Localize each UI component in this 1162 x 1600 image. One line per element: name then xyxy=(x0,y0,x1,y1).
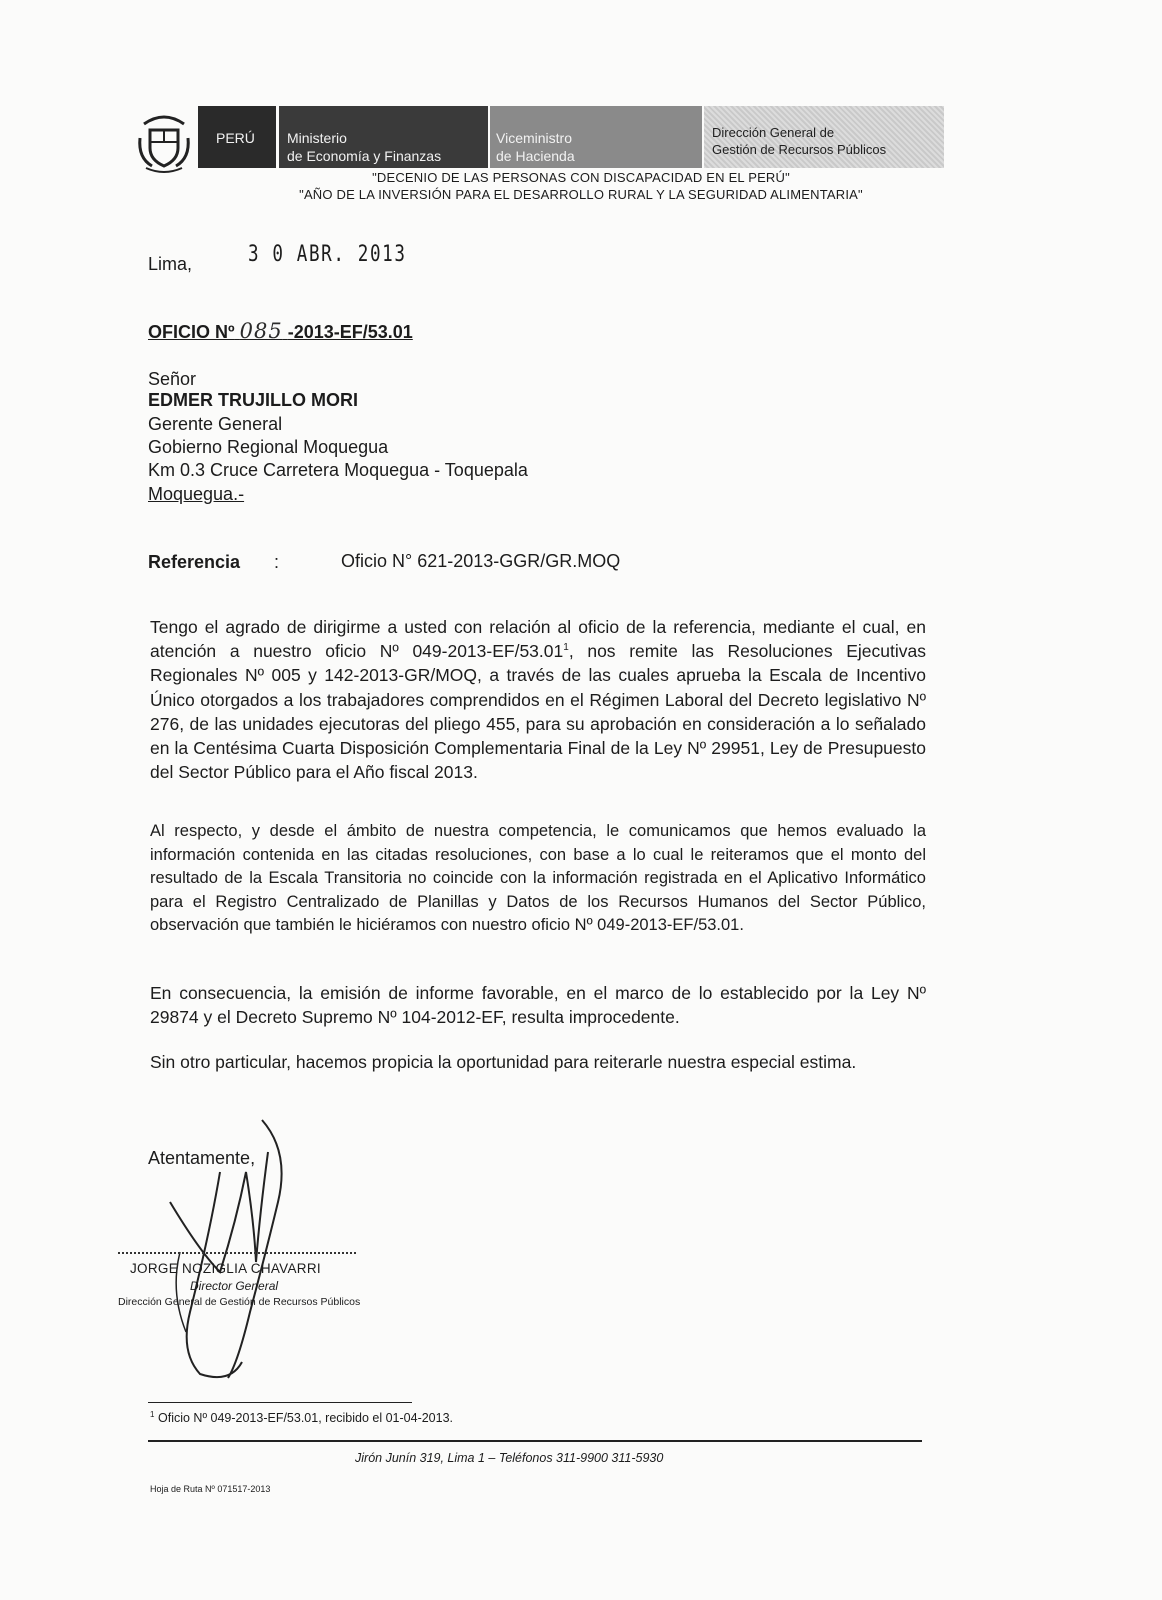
recipient-address: Km 0.3 Cruce Carretera Moquegua - Toquepala xyxy=(148,460,528,480)
footer-address: Jirón Junín 319, Lima 1 – Teléfonos 311-9900 311-5930 xyxy=(355,1451,664,1465)
body-paragraph-2: Al respecto, y desde el ámbito de nuestra competencia, le comunicamos que hemos evaluado la información contenida en las citadas resoluciones, con base a lo cual le reiteramos que el monto del resultado de la Escala Transitoria no coincide con la información registrada en el Aplicativo Informático para el Registro Centralizado de Planillas y Datos de los Recursos Humanos del Sector Público, observación que también le hiciéramos con nuestro oficio Nº 049-2013-EF/53.01. xyxy=(150,822,926,934)
reference-label: Referencia xyxy=(148,552,241,572)
closing: Atentamente, xyxy=(148,1148,256,1168)
hoja-de-ruta: Hoja de Ruta Nº 071517-2013 xyxy=(150,1484,271,1494)
recipient-role: Gerente General xyxy=(148,414,283,434)
signatory-title: Director General xyxy=(190,1279,279,1293)
header-direccion-line2: Gestión de Recursos Públicos xyxy=(712,142,887,157)
recipient-org: Gobierno Regional Moquegua xyxy=(148,437,389,457)
body-paragraph-4: Sin otro particular, hacemos propicia la oportunidad para reiterarle nuestra especial estima. xyxy=(150,1052,857,1072)
date-city: Lima, xyxy=(148,254,193,274)
oficio-handwritten-number: 085 xyxy=(239,319,283,343)
reference-colon: : xyxy=(274,552,280,572)
oficio-prefix: OFICIO Nº xyxy=(148,322,235,342)
motto-line-1: "DECENIO DE LAS PERSONAS CON DISCAPACIDAD EN EL PERÚ" xyxy=(372,170,790,185)
footnote-mark: 1 xyxy=(150,1410,155,1419)
header-band-direccion xyxy=(704,106,944,168)
date-stamp: 3 0 ABR. 2013 xyxy=(248,242,407,267)
header-viceministro-line2: de Hacienda xyxy=(496,148,575,164)
body-paragraph-3: En consecuencia, la emisión de informe favorable, en el marco de lo establecido por la Ley Nº 29874 y el Decreto Supremo Nº 104-2012-EF, resulta improcedente. xyxy=(150,983,926,1028)
signatory-name: JORGE NOZIGLIA CHAVARRI xyxy=(130,1261,321,1276)
reference-value: Oficio N° 621-2013-GGR/GR.MOQ xyxy=(341,551,621,571)
oficio-number-line xyxy=(148,320,413,343)
header-band-viceministro xyxy=(490,106,702,168)
footnote-text: Oficio Nº 049-2013-EF/53.01, recibido el 01-04-2013. xyxy=(158,1411,454,1425)
header-peru: PERÚ xyxy=(216,130,255,146)
recipient-city: Moquegua.- xyxy=(148,484,245,504)
coat-of-arms-icon xyxy=(136,108,192,174)
header-viceministro-line1: Viceministro xyxy=(496,130,572,146)
header-band-peru xyxy=(198,106,276,168)
body-paragraph-1: Tengo el agrado de dirigirme a usted con relación al oficio de la referencia, mediante el cual, en atención a nuestro oficio Nº 049-2013-EF/53.01$^1$, nos remite las Resoluciones Ejecutivas Regionales Nº 005 y 142-2013-GR/MOQ, a través de las cuales aprueba la Escala de Incentivo Único otorgados a los trabajadores comprendidos en el Régimen Laboral del Decreto legislativo Nº 276, de las unidades ejecutoras del pliego 455, para su aprobación en consideración a lo señalado en la Centésima Cuarta Disposición Complementaria Final de la Ley Nº 29951, Ley de Presupuesto del Sector Público para el Año fiscal 2013. xyxy=(150,617,926,783)
header-ministerio-line2: de Economía y Finanzas xyxy=(287,148,442,164)
header-band-ministerio xyxy=(279,106,488,168)
recipient-name: EDMER TRUJILLO MORI xyxy=(148,390,358,410)
salutation: Señor xyxy=(148,369,197,389)
header-direccion-line1: Dirección General de xyxy=(712,125,835,140)
oficio-suffix: -2013-EF/53.01 xyxy=(287,322,413,342)
header-ministerio-line1: Ministerio xyxy=(287,130,347,146)
motto-line-2: "AÑO DE LA INVERSIÓN PARA EL DESARROLLO RURAL Y LA SEGURIDAD ALIMENTARIA" xyxy=(299,187,863,202)
signatory-office: Dirección General de Gestión de Recursos Públicos xyxy=(118,1296,361,1308)
footnote-ref: 1 xyxy=(563,642,569,654)
